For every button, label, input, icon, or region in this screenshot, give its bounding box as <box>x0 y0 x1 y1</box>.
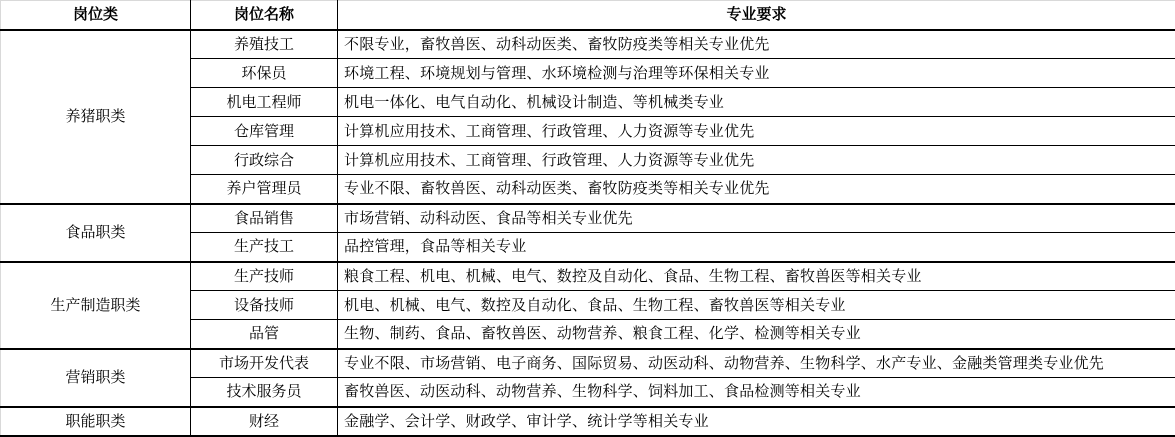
major-requirement-cell: 粮食工程、机电、机械、电气、数控及自动化、食品、生物工程、畜牧兽医等相关专业 <box>338 262 1175 291</box>
position-name-cell: 养户管理员 <box>191 175 338 204</box>
major-requirement-cell: 畜牧兽医、动医动科、动物营养、生物科学、饲料加工、食品检测等相关专业 <box>338 378 1175 407</box>
position-name-cell: 环保员 <box>191 59 338 88</box>
major-requirement-cell: 不限专业，畜牧兽医、动科动医类、畜牧防疫类等相关专业优先 <box>338 30 1175 59</box>
position-name-cell: 食品销售 <box>191 204 338 233</box>
position-name-cell: 仓库管理 <box>191 117 338 146</box>
position-name-cell: 机电工程师 <box>191 88 338 117</box>
major-requirement-cell: 机电、机械、电气、数控及自动化、食品、生物工程、畜牧兽医等相关专业 <box>338 291 1175 320</box>
column-header-category: 岗位类 <box>1 1 191 30</box>
position-name-cell: 品管 <box>191 320 338 349</box>
position-name-cell: 技术服务员 <box>191 378 338 407</box>
category-cell: 生产制造职类 <box>1 262 191 349</box>
position-name-cell: 养殖技工 <box>191 30 338 59</box>
category-cell: 食品职类 <box>1 204 191 262</box>
major-requirement-cell: 品控管理，食品等相关专业 <box>338 233 1175 262</box>
category-cell: 职能职类 <box>1 407 191 436</box>
major-requirement-cell: 生物、制药、食品、畜牧兽医、动物营养、粮食工程、化学、检测等相关专业 <box>338 320 1175 349</box>
position-name-cell: 设备技师 <box>191 291 338 320</box>
position-name-cell: 行政综合 <box>191 146 338 175</box>
category-cell: 养猪职类 <box>1 30 191 204</box>
position-name-cell: 生产技工 <box>191 233 338 262</box>
major-requirement-cell: 机电一体化、电气自动化、机械设计制造、等机械类专业 <box>338 88 1175 117</box>
table-row <box>1 407 1175 436</box>
table-row <box>1 262 1175 291</box>
major-requirement-cell: 计算机应用技术、工商管理、行政管理、人力资源等专业优先 <box>338 146 1175 175</box>
major-requirement-cell: 计算机应用技术、工商管理、行政管理、人力资源等专业优先 <box>338 117 1175 146</box>
position-name-cell: 财经 <box>191 407 338 436</box>
column-header-requirement: 专业要求 <box>338 1 1175 30</box>
table-row <box>1 349 1175 378</box>
position-name-cell: 市场开发代表 <box>191 349 338 378</box>
table-row <box>1 204 1175 233</box>
major-requirement-cell: 专业不限、市场营销、电子商务、国际贸易、动医动科、动物营养、生物科学、水产专业、金融类管理类专业优先 <box>338 349 1175 378</box>
column-header-position: 岗位名称 <box>191 1 338 30</box>
major-requirement-cell: 市场营销、动科动医、食品等相关专业优先 <box>338 204 1175 233</box>
header-row <box>1 1 1175 30</box>
position-name-cell: 生产技师 <box>191 262 338 291</box>
category-cell: 营销职类 <box>1 349 191 407</box>
table-row <box>1 30 1175 59</box>
major-requirement-cell: 专业不限、畜牧兽医、动科动医类、畜牧防疫类等相关专业优先 <box>338 175 1175 204</box>
major-requirement-cell: 环境工程、环境规划与管理、水环境检测与治理等环保相关专业 <box>338 59 1175 88</box>
major-requirement-cell: 金融学、会计学、财政学、审计学、统计学等相关专业 <box>338 407 1175 436</box>
